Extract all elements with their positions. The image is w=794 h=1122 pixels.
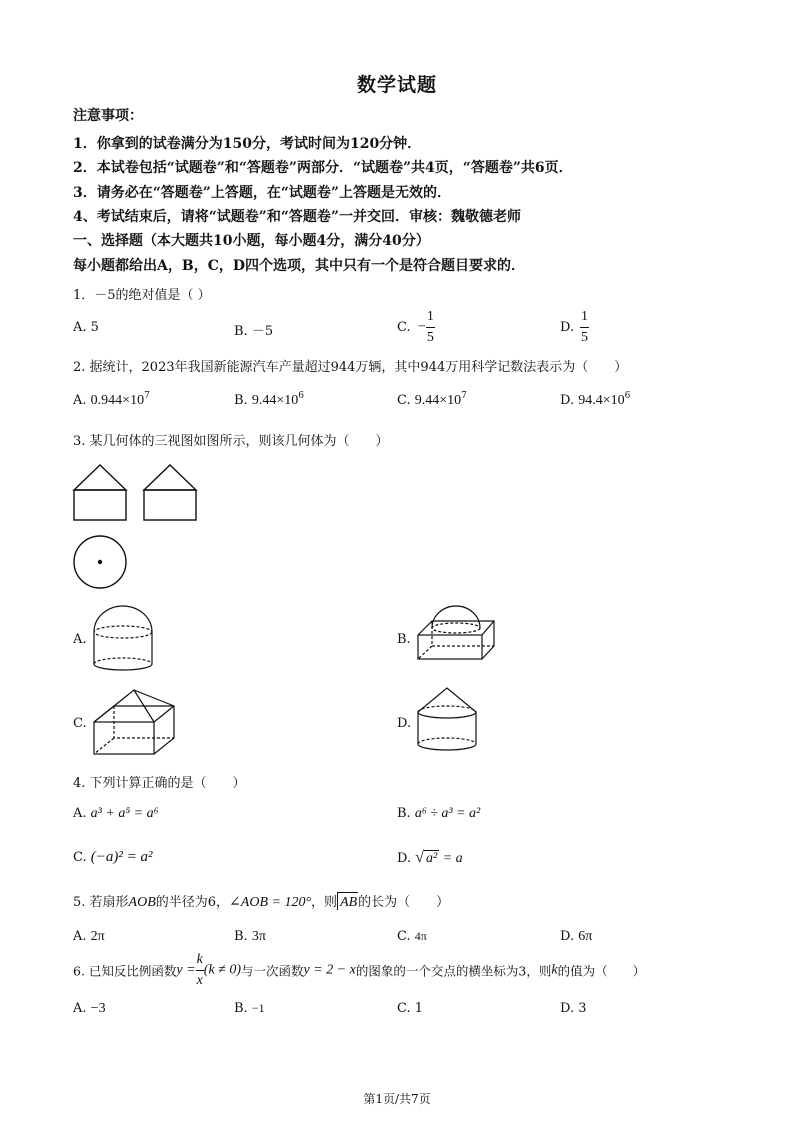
fraction: $\frac{1}{5}$ [426,309,434,345]
page-title: 数学试题 [356,74,437,96]
section-instruction: 每小题都给出A，B，C，D四个选项，其中只有一个是符合题目要求的． [73,258,525,274]
q4-option-a: A. a³ + a⁵ = a⁶ [73,806,159,821]
q6-option-c: C. 1 [397,1001,424,1016]
question-3-stem: 3. 某几何体的三视图如图所示，则该几何体为（ ） [73,434,389,449]
front-side-view-figure [70,462,200,528]
section-title: 一、选择题（本大题共10小题，每小题4分，满分40分） [73,233,430,249]
q4-option-c: C. (−a)² = a² [73,849,153,865]
q2-option-a: A. $0.944\times 10^7$ [73,391,150,408]
question-2-stem: 2. 据统计，2023年我国新能源汽车产量超过944万辆，其中944万用科学记数法表示为（ ） [73,360,628,375]
q3-option-d-figure [414,686,484,760]
q3-option-a-figure [90,604,160,674]
q2-option-d: D. $94.4\times 10^6$ [560,391,631,408]
question-6-stem: 6. 已知反比例函数y = $\frac{k}{x}$ (k ≠ 0)与一次函数y = 2 − x的图象的一个交点的横坐标为3，则k的值为（ ） [73,952,646,988]
q3-option-b-figure [414,602,500,666]
q5-option-d: D. 6π [560,929,593,944]
side-view-rect [144,490,196,520]
q6-option-b: B. −1 [234,1001,265,1016]
q4-option-b: B. a⁶ ÷ a³ = a² [397,806,481,821]
q1-option-d-math [580,310,589,345]
fraction: $\frac{k}{x}$ [196,952,203,988]
q5-option-b: B. 3π [234,929,266,944]
q1-option-d-label: D. [560,320,575,335]
q1-option-c-label: C. [397,320,411,335]
side-view-triangle [144,465,196,490]
question-1-stem: 1．－5的绝对值是（ ） [73,288,211,303]
q5-option-a: A. 2π [73,929,105,944]
question-5-stem: 5. 若扇形AOB的半径为6，∠AOB = 120°，则 AB的长为（ ） [73,891,449,911]
q2-option-c: C. $9.44\times 10^7$ [397,391,467,408]
q2-option-b: B. $9.44\times 10^6$ [234,391,304,408]
q6-option-d: D. 3 [560,1001,587,1016]
q1-option-c-math [418,310,435,345]
note-item: 4、考试结束后，请将“试题卷”和“答题卷”一并交回．审核：魏敬德老师 [73,209,521,225]
arc-notation: AB [337,892,358,910]
q3-option-a-label: A. [73,632,87,647]
top-view-figure [72,534,130,592]
q6-option-a: A. −3 [73,1001,106,1016]
top-view-center-dot [98,560,102,564]
q3-option-b-label: B. [397,632,411,647]
note-item: 2．本试卷包括“试题卷”和“答题卷”两部分．“试题卷”共4页，“答题卷”共6页． [73,160,573,176]
notes-heading: 注意事项： [73,108,143,124]
minus-sign: − [418,319,426,335]
q3-option-d-label: D. [397,716,412,731]
q1-option-b: B. －5 [234,324,274,339]
front-view-triangle [74,465,126,490]
question-4-stem: 4. 下列计算正确的是（ ） [73,776,246,791]
fraction: $\frac{1}{5}$ [581,309,588,345]
note-item: 3．请务必在“答题卷”上答题，在“试题卷”上答题是无效的． [73,185,451,201]
q3-option-c-label: C. [73,716,87,731]
square-root: √ [415,849,425,866]
note-item: 1．你拿到的试卷满分为150分，考试时间为120分钟． [73,136,422,152]
q1-option-a: A. 5 [73,320,99,335]
q4-option-d: D. √ a² = a [397,849,463,866]
page-number: 第1页/共7页 [363,1092,431,1106]
q3-option-c-figure [90,686,182,760]
q5-option-c: C. 4π [397,929,427,944]
front-view-rect [74,490,126,520]
